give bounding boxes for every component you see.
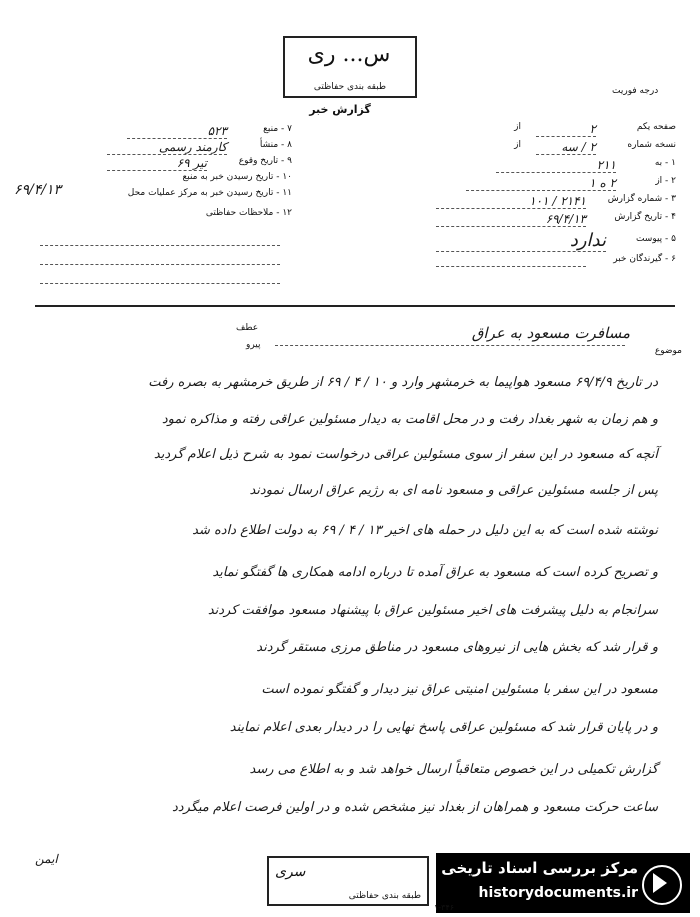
field-label: ۱۱ - تاریخ رسیدن خبر به مرکز عملیات محل: [127, 188, 292, 198]
field-label: ۵ - پیوست: [635, 234, 676, 244]
field-label: صفحه یکم: [636, 122, 676, 132]
field-value: ۲۱۴۱ / ۱۰۱: [436, 194, 586, 209]
body-line: در تاریخ ۶۹/۴/۹ مسعود هواپیما به خرمشهر وارد و ۱۰ / ۴ / ۶۹ از طریق خرمشهر به بصره رفت: [148, 375, 658, 390]
body-line: و در پایان قرار شد که مسئولین عراقی پاسخ نهایی را در دیدار بعدی اعلام نمایند: [229, 720, 658, 735]
classification-stamp-label: طبقه بندی حفاظتی: [313, 82, 387, 92]
subject-value: مسافرت مسعود به عراق: [471, 324, 630, 342]
margin-note: ایمن: [35, 852, 58, 866]
page-code: ۱-۳۴۶: [434, 903, 455, 912]
field-value: ۲: [536, 122, 596, 137]
field-value: ۶۹/۴/۱۳: [14, 182, 62, 198]
bottom-stamp-label: طبقه بندی حفاظتی: [348, 891, 421, 901]
field-label: ۲ - از: [655, 176, 676, 186]
body-line: سرانجام به دلیل پیشرفت های اخیر مسئولین عراق با پیشنهاد مسعود موافقت کردند: [207, 603, 658, 618]
field-label: ۶ - گیرندگان خبر: [613, 254, 676, 264]
field-mid: از: [514, 122, 521, 132]
field-label: ۳ - شماره گزارش: [607, 194, 676, 204]
body-line: آنچه که مسعود در این سفر از سوی مسئولین عراقی درخواست نمود به شرح ذیل اعلام گردید: [153, 447, 658, 462]
field-label: ۷ - منبع: [263, 124, 292, 134]
body-line: پس از جلسه مسئولین عراقی و مسعود نامه ای به رژیم عراق ارسال نمودند: [249, 483, 658, 498]
atf-label: عطف: [236, 323, 259, 333]
field-label: ۸ - منشأ: [259, 140, 292, 150]
field-label: نسخه شماره: [627, 140, 676, 150]
urgency-label: درجه فوریت: [612, 86, 659, 96]
field-label: ۴ - تاریخ گزارش: [614, 212, 676, 222]
field-value: ۲۱۱: [496, 158, 616, 173]
body-line: و هم زمان به شهر بغداد رفت و در محل اقامت به دیدار مسئولین عراقی رفته و مذاکره نمود: [161, 412, 658, 427]
body-line: ساعت حرکت مسعود و همراهان از بغداد نیز مشخص شده و در اولین فرصت اعلام میگردد: [172, 800, 658, 815]
archive-logo: [436, 853, 690, 913]
document-title: گزارش خبر: [309, 103, 371, 116]
field-label: ۱۰ - تاریخ رسیدن خبر به منبع: [182, 172, 292, 182]
field-label: ۱ - به: [654, 158, 676, 168]
archive-name: مرکز بررسی اسناد تاریخی: [441, 859, 638, 877]
body-line: نوشته شده است که به این دلیل در حمله های اخیر ۱۳ / ۴ / ۶۹ به دولت اطلاع داده شد: [192, 523, 658, 538]
field-value: تیر ۶۹: [107, 156, 207, 171]
bottom-classification-stamp: [267, 856, 429, 906]
field-value: ۶۹/۴/۱۳: [436, 212, 586, 227]
field-label: ۱۲ - ملاحظات حفاظتی: [205, 208, 292, 218]
field-value: کارمند رسمی: [107, 140, 227, 155]
subject-label: موضوع: [654, 346, 682, 356]
body-line: گزارش تکمیلی در این خصوص متعاقباً ارسال خواهد شد و به اطلاع می رسد: [249, 762, 658, 777]
field-label: ۹ - تاریخ وقوع: [238, 156, 292, 166]
field-value: ۲ / سه: [536, 140, 596, 155]
body-line: و تصریح کرده است که مسعود به عراق آمده تا درباره ادامه همکاری ها گفتگو نماید: [212, 565, 658, 580]
body-line: و قرار شد که بخش هایی از نیروهای مسعود در مناطق مرزی مستقر گردند: [256, 640, 658, 655]
peyro-label: پیرو: [246, 340, 261, 350]
field-mid: از: [514, 140, 521, 150]
archive-logo-icon: [642, 865, 682, 905]
classification-stamp-text: س... ری: [307, 42, 391, 67]
field-value: ۲ ه ۱: [466, 176, 616, 191]
field-value: ندارد: [436, 230, 606, 252]
body-line: مسعود در این سفر با مسئولین امنیتی عراق نیز دیدار و گفتگو نموده است: [261, 682, 658, 697]
bottom-stamp-text: سری: [275, 864, 306, 880]
archive-url: historydocuments.ir: [478, 885, 638, 901]
field-value: ۵۲۳: [127, 124, 227, 139]
